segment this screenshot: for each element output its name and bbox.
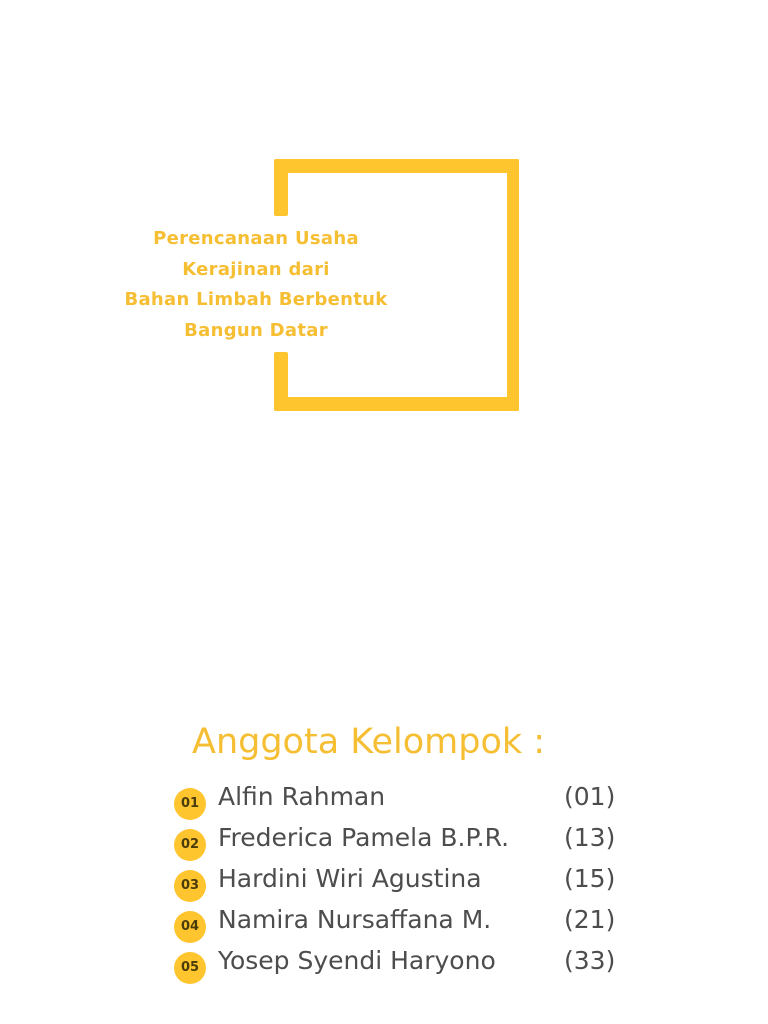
member-number-badge: 03: [174, 870, 206, 902]
member-item: [174, 781, 634, 822]
member-item: [174, 863, 634, 904]
member-number-badge: 02: [174, 829, 206, 861]
frame-right-bar: [507, 159, 519, 411]
member-attendance-number: (13): [564, 823, 616, 852]
member-name: Alfin Rahman: [218, 782, 386, 811]
members-heading: Anggota Kelompok :: [192, 722, 546, 762]
member-number-badge: 05: [174, 952, 206, 984]
member-item: [174, 822, 634, 863]
frame-left-top-bar: [274, 159, 288, 216]
frame-bottom-bar: [274, 397, 519, 411]
member-number-badge: 04: [174, 911, 206, 943]
members-list: [174, 781, 634, 986]
member-number-badge: 01: [174, 788, 206, 820]
title-line: Kerajinan dari: [182, 258, 330, 280]
member-attendance-number: (15): [564, 864, 616, 893]
member-attendance-number: (33): [564, 946, 616, 975]
title-line: Bahan Limbah Berbentuk: [124, 289, 388, 310]
member-name: Hardini Wiri Agustina: [218, 864, 482, 893]
title-line: Perencanaan Usaha: [153, 228, 359, 249]
member-attendance-number: (01): [564, 782, 616, 811]
member-item: [174, 904, 634, 945]
document-title: [100, 224, 412, 346]
frame-top-bar: [274, 159, 519, 173]
title-line: Bangun Datar: [184, 319, 328, 341]
member-item: [174, 945, 634, 986]
member-name: Namira Nursaffana M.: [218, 905, 492, 934]
member-name: Yosep Syendi Haryono: [218, 946, 496, 975]
member-name: Frederica Pamela B.P.R.: [218, 823, 510, 852]
member-attendance-number: (21): [564, 905, 616, 934]
frame-left-bottom-bar: [274, 352, 288, 411]
